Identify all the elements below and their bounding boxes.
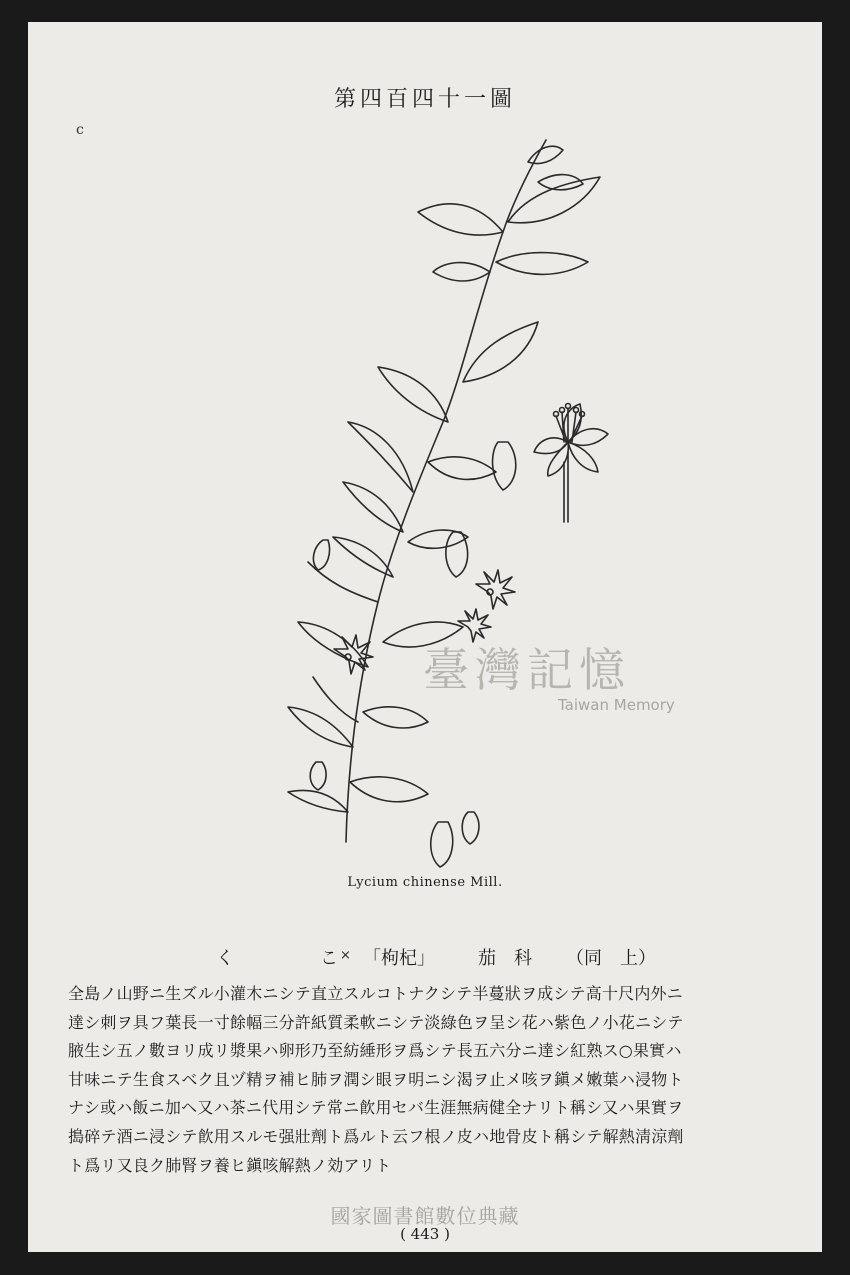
body-line: 全島ノ山野ニ生ズル小灌木ニシテ直立スルコトナクシテ半蔓狀ヲ成シテ高十尺内外ニ (68, 984, 683, 1003)
heading-mark: × (340, 948, 351, 963)
heading-kana-2: こ (320, 948, 338, 969)
body-line: ナシ或ハ飯ニ加ヘ又ハ茶ニ代用シテ常ニ飮用セバ生涯無病健全ナリト稱シ又ハ果實ヲ (68, 1098, 684, 1118)
watermark-en: Taiwan Memory (558, 696, 675, 714)
body-line: ト爲リ又良ク肺腎ヲ養ヒ鎭咳解熱ノ効アリト (68, 1155, 392, 1175)
body-line: 腋生シ五ノ數ヨリ成リ漿果ハ卵形乃至紡綞形ヲ爲シテ長五六分ニ達シ紅熟ス○果實ハ (68, 1041, 682, 1061)
library-watermark: 國家圖書館數位典藏 (330, 1204, 520, 1228)
plate-title: 第四百四十一圖 (333, 87, 516, 112)
page-number: ( 443 ) (400, 1225, 450, 1243)
figure-caption: Lycium chinense Mill. (347, 875, 503, 890)
book-page (28, 22, 822, 1252)
corner-mark: c (76, 122, 84, 138)
heading-plant-name: 「枸杞」 (363, 948, 435, 969)
heading-note: （同 上） (566, 948, 656, 969)
body-line: 達シ刺ヲ具フ葉長一寸餘幅三分許紙質柔軟ニシテ淡綠色ヲ呈シ花ハ紫色ノ小花ニシテ (68, 1012, 684, 1032)
entry-heading (28, 944, 822, 970)
body-line: 搗碎テ酒ニ浸シテ飮用スルモ强壯劑ト爲ルト云フ根ノ皮ハ地骨皮ト稱シテ解熱淸涼劑 (68, 1126, 684, 1146)
watermark-cjk: 臺灣記憶 (423, 643, 631, 697)
heading-kana-1: く (216, 948, 234, 969)
entry-body (68, 980, 793, 1180)
body-line: 甘味ニテ生食スベク且ヅ精ヲ補ヒ肺ヲ潤シ眼ヲ明ニシ渴ヲ止メ咳ヲ鎭メ嫩葉ハ浸物ト (68, 1069, 684, 1089)
plant-illustration (228, 122, 648, 882)
taiwan-memory-watermark (423, 634, 675, 714)
heading-family: 茄 科 (478, 948, 532, 969)
